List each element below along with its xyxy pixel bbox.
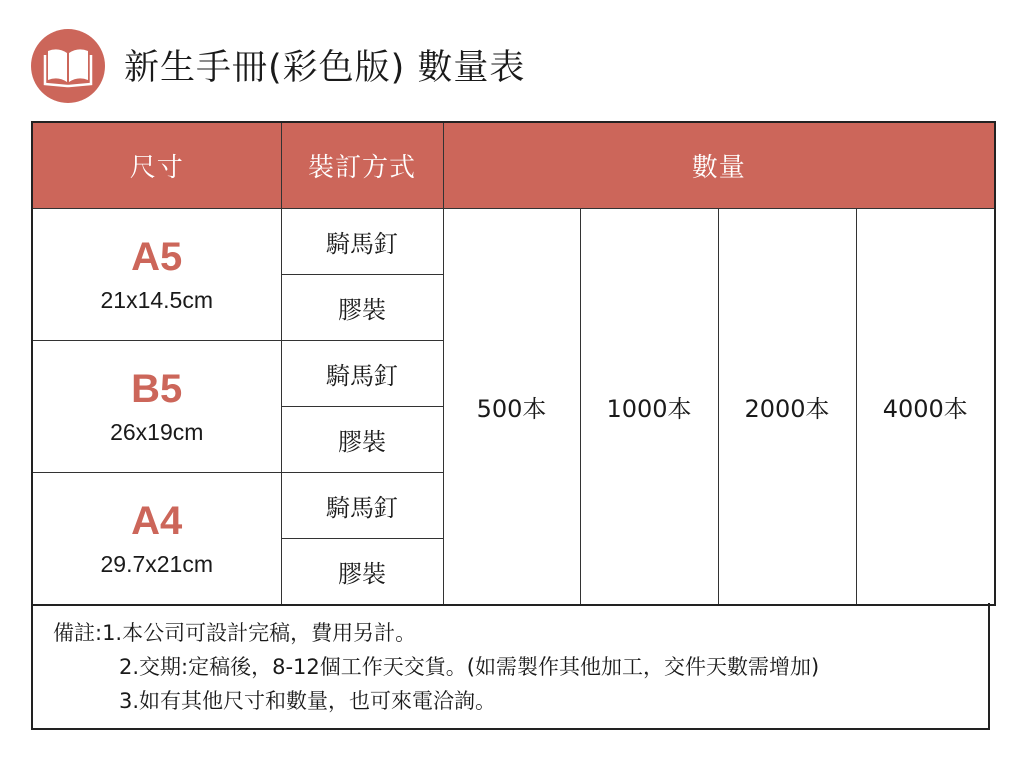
binding-cell: 膠裝 (281, 275, 443, 341)
page-title: 新生手冊(彩色版) 數量表 (124, 48, 526, 88)
binding-cell: 膠裝 (281, 407, 443, 473)
quantity-cell: 1000本 (580, 209, 718, 606)
table-row (32, 209, 995, 275)
header-size: 尺寸 (32, 122, 281, 209)
binding-cell: 騎馬釘 (281, 473, 443, 539)
table-header-row (32, 122, 995, 209)
quantity-cell: 2000本 (718, 209, 856, 606)
size-dimensions: 29.7x21cm (100, 550, 213, 577)
binding-cell: 騎馬釘 (281, 209, 443, 275)
size-cell (32, 209, 281, 341)
notes-box (31, 603, 990, 730)
size-dimensions: 26x19cm (110, 418, 204, 445)
note-line: 備註:1.本公司可設計完稿，費用另計。 (53, 621, 417, 645)
size-code: A4 (131, 498, 183, 543)
quantity-table (31, 121, 996, 606)
note-line: 2.交期:定稿後，8-12個工作天交貨。(如需製作其他加工，交件天數需增加) (119, 655, 820, 679)
quantity-cell: 4000本 (856, 209, 995, 606)
binding-cell: 膠裝 (281, 539, 443, 606)
size-code: A5 (131, 234, 183, 279)
size-code: B5 (131, 366, 183, 411)
binding-cell: 騎馬釘 (281, 341, 443, 407)
size-cell (32, 473, 281, 606)
header-quantity: 數量 (443, 122, 995, 209)
note-line: 3.如有其他尺寸和數量，也可來電洽詢。 (119, 689, 497, 713)
quantity-cell: 500本 (443, 209, 580, 606)
header-binding: 裝訂方式 (281, 122, 443, 209)
size-dimensions: 21x14.5cm (100, 286, 213, 313)
open-book-icon (31, 29, 105, 103)
size-cell (32, 341, 281, 473)
